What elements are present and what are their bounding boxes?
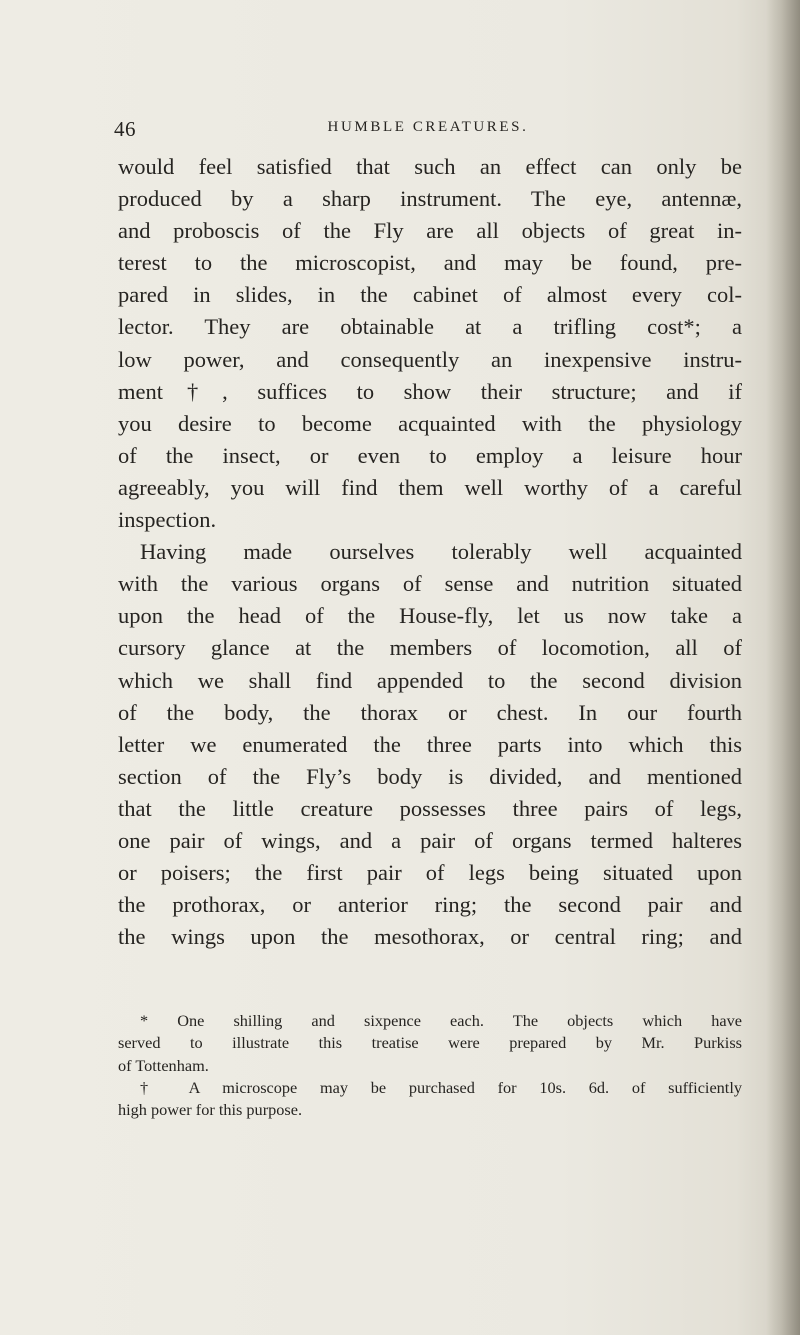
text-line: Having made ourselves tolerably well acquainted [140,539,742,565]
text-line: lector. They are obtainable at a trifling cost*; a [118,314,742,340]
text-line: of the body, the thorax or chest. In our fourth [118,699,742,725]
text-line: inspection. [118,507,217,533]
footnote-line: * One shilling and sixpence each. The objects which have [140,1011,742,1030]
footnotes [118,1010,742,1121]
text-line: cursory glance at the members of locomotion, all of [118,635,742,661]
text-line: would feel satisfied that such an effect can only be [118,154,742,179]
page-edge-shadow [766,0,800,1335]
text-line: the wings upon the mesothorax, or central ring; and [118,924,742,950]
footnote-line: † A microscope may be purchased for 10s. 6d. of sufficiently [140,1077,742,1097]
text-line: the prothorax, or anterior ring; the second pair and [118,892,742,918]
text-line: ment†, suffices to show their structure; and if [118,378,742,404]
text-line: which we shall find appended to the second division [118,667,742,693]
running-title: HUMBLE CREATURES. [327,119,529,135]
text-line: upon the head of the House-fly, let us now take a [118,603,742,629]
text-line: terest to the microscopist, and may be found, pre- [118,250,742,276]
text-line: agreeably, you will find them well worthy of a careful [118,474,742,500]
footnote-line: of Tottenham. [118,1055,209,1075]
text-line: of the insect, or even to employ a leisure hour [118,442,742,468]
text-line: low power, and consequently an inexpensive instru- [118,346,742,372]
page-number: 46 [114,117,136,141]
text-line: that the little creature possesses three pairs of legs, [118,795,742,821]
text-line: pared in slides, in the cabinet of almost every col- [118,282,742,308]
footnote-line: served to illustrate this treatise were prepared by Mr. Purkiss [118,1033,742,1053]
text-line: letter we enumerated the three parts into which this [118,731,742,757]
body-text [118,151,742,953]
text-line: section of the Fly’s body is divided, and mentioned [118,763,742,789]
text-line: one pair of wings, and a pair of organs termed halteres [118,827,742,853]
text-line: and proboscis of the Fly are all objects of great in- [118,218,742,244]
text-line: produced by a sharp instrument. The eye, antennæ, [118,186,742,212]
text-line: you desire to become acquainted with the physiology [118,410,742,436]
running-head [114,117,742,141]
footnote-line: high power for this purpose. [118,1100,303,1120]
text-line: with the various organs of sense and nutrition situated [118,571,742,597]
text-line: or poisers; the first pair of legs being situated upon [118,860,742,886]
